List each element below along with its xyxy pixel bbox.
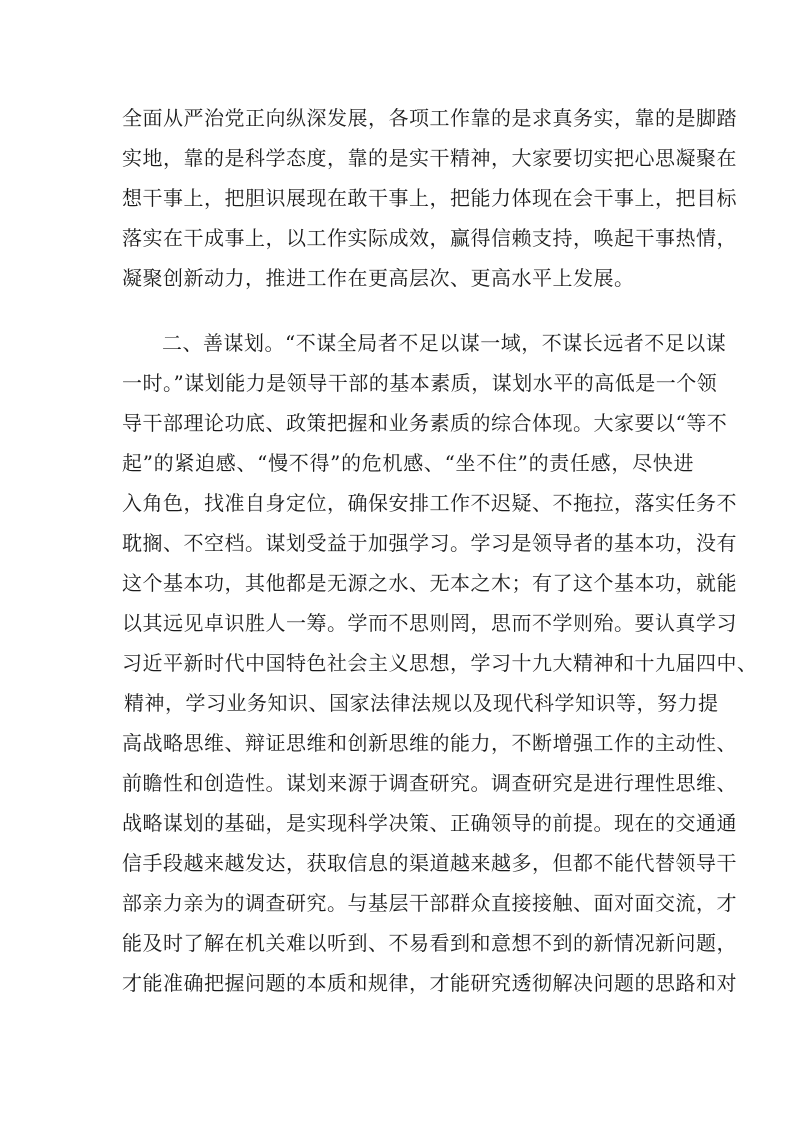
paragraph-2-line-8: 以其远见卓识胜人一筹。学而不思则罔，思而不学则殆。要认真学习 [122, 611, 737, 635]
paragraph-2-line-3: 导干部理论功底、政策把握和业务素质的综合体现。大家要以“等不 [122, 411, 728, 435]
paragraph-2-line-9: 习近平新时代中国特色社会主义思想，学习十九大精神和十九届四中、 [122, 651, 758, 675]
paragraph-1-line-4: 落实在干成事上，以工作实际成效，赢得信赖支持，唤起干事热情， [122, 226, 737, 250]
paragraph-1-line-5: 凝聚创新动力，推进工作在更高层次、更高水平上发展。 [122, 266, 635, 290]
paragraph-2-line-2: 一时。”谋划能力是领导干部的基本素质，谋划水平的高低是一个领 [122, 371, 718, 395]
paragraph-2-line-12: 前瞻性和创造性。谋划来源于调查研究。调查研究是进行理性思维、 [122, 771, 737, 795]
paragraph-2-line-17: 才能准确把握问题的本质和规律，才能研究透彻解决问题的思路和对 [122, 971, 737, 995]
paragraph-2-line-11: 高战略思维、辩证思维和创新思维的能力，不断增强工作的主动性、 [122, 731, 737, 755]
paragraph-1-line-3: 想干事上，把胆识展现在敢干事上，把能力体现在会干事上，把目标 [122, 186, 737, 210]
paragraph-2-line-13: 战略谋划的基础，是实现科学决策、正确领导的前提。现在的交通通 [122, 811, 737, 835]
paragraph-2-line-6: 耽搁、不空档。谋划受益于加强学习。学习是领导者的基本功，没有 [122, 531, 737, 555]
paragraph-2-line-10-row [122, 686, 719, 720]
paragraph-2-line-5: 入角色，找准自身定位，确保安排工作不迟疑、不拖拉，落实任务不 [122, 491, 737, 515]
paragraph-2-line-1: 二、善谋划。“不谋全局者不足以谋一域，不谋长远者不足以谋 [162, 331, 727, 355]
paragraph-1-line-2: 实地，靠的是科学态度，靠的是实干精神，大家要切实把心思凝聚在 [122, 146, 737, 170]
paragraph-2-line-15: 部亲力亲为的调查研究。与基层干部群众直接接触、面对面交流，才 [122, 891, 737, 915]
paragraph-2-line-4: 起”的紧迫感、“慢不得”的危机感、“坐不住”的责任感，尽快进 [122, 451, 694, 475]
paragraph-2-line-7: 这个基本功，其他都是无源之水、无本之木；有了这个基本功，就能 [122, 571, 737, 595]
paragraph-2-line-16: 能及时了解在机关难以听到、不易看到和意想不到的新情况新问题， [122, 931, 737, 955]
paragraph-1-line-1: 全面从严治党正向纵深发展，各项工作靠的是求真务实，靠的是脚踏 [122, 106, 737, 130]
paragraph-2-line-14: 信手段越来越发达，获取信息的渠道越来越多，但都不能代替领导干 [122, 851, 737, 875]
paragraph-2-line-10: 精神，学习业务知识、国家法律法规以及现代科学知识等，努力提 [124, 691, 719, 715]
